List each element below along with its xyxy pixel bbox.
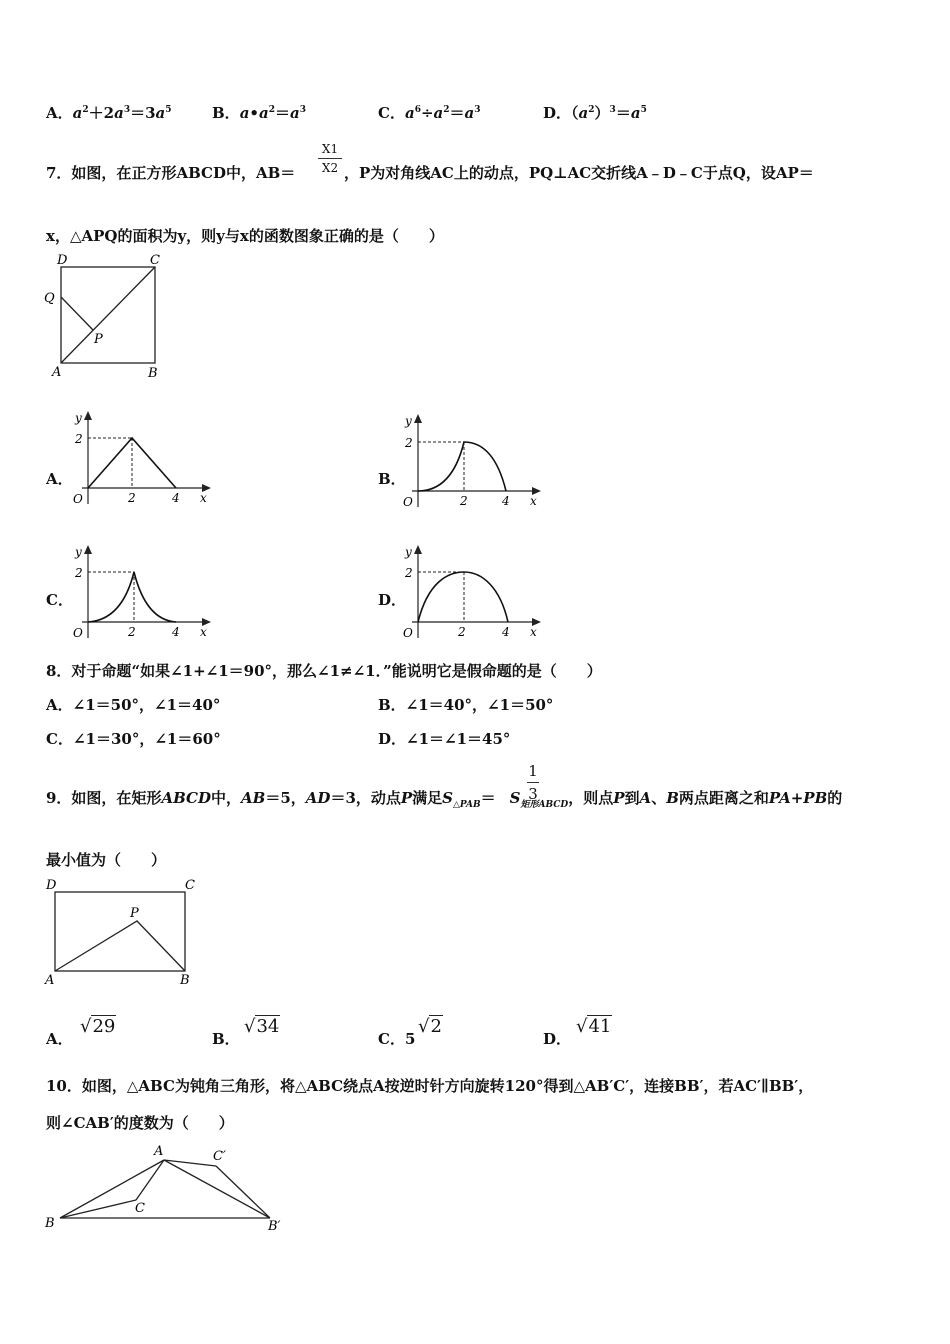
q7-stem-line1-pre: 7．如图，在正方形ABCD中，AB＝ [46,164,296,182]
q8-option-c: C．∠1＝30°，∠1＝60° [46,730,221,748]
curve [418,572,508,622]
q7-graph-c [68,542,218,647]
q7-square-figure [40,250,170,380]
svg-text:4: 4 [502,625,510,639]
svg-text:B′: B′ [268,1219,281,1234]
q9-option-c-label: C．5 [378,1030,416,1048]
segment-ca [136,1160,164,1200]
label-b: B [148,366,158,381]
q7-option-b-label: B． [378,470,406,488]
svg-text:D: D [46,878,57,893]
svg-text:2: 2 [75,566,83,580]
q7-fraction [318,142,342,175]
q9-stem-line2: 最小值为（ ） [46,851,167,869]
label-y: y [75,411,82,425]
q6-option-b: B．$a•a^2=a^3$ [212,104,307,122]
q7-option-c-label: C． [46,591,73,609]
label-d: D [57,253,68,268]
label-x4: 4 [172,491,180,505]
q7-option-a-label: A． [46,470,73,488]
svg-text:4: 4 [502,494,510,508]
axis-y-arrow [84,411,92,420]
svg-text:O: O [403,495,413,509]
q9-option-a-value: √29 [80,1016,116,1037]
svg-text:P: P [130,906,139,921]
svg-text:B: B [180,973,190,988]
q6-option-a: A．$a^2+2a^3=3a^5$ [46,104,172,122]
segment-pq [61,297,93,330]
q9-option-d-label: D． [543,1030,572,1048]
segment-ab2 [164,1160,270,1218]
diagonal-ac [61,267,155,363]
curve [88,572,176,622]
q7-graph-a [68,408,218,513]
svg-text:2: 2 [458,625,466,639]
q9-option-c-value: √2 [418,1016,442,1037]
q7-frac-num: X1 [321,142,339,156]
svg-text:A: A [45,973,55,988]
segment-bc [60,1200,136,1218]
label-a: A [52,365,62,380]
svg-text:O: O [73,626,83,640]
q9-option-b-value: √34 [244,1016,280,1037]
q7-graph-b [398,411,548,516]
q10-stem-line2: 则∠CAB′的度数为（ ） [46,1114,234,1132]
path-apb [55,921,185,971]
svg-text:C: C [185,878,195,893]
q9-option-b-label: B． [212,1030,240,1048]
q9-rectangle-figure [40,875,210,990]
q8-stem: 8．对于命题“如果∠1+∠1＝90°，那么∠1≠∠1．”能说明它是假命题的是（ ） [46,662,602,680]
q6-option-c: C．$a^6\div a^2=a^3$ [378,104,481,122]
q7-stem-line2: x，△APQ的面积为y，则y与x的函数图象正确的是（ ） [46,227,444,245]
q9-option-d-value: √41 [576,1016,612,1037]
q8-option-a: A．∠1＝50°，∠1＝40° [46,696,221,714]
svg-text:x: x [200,625,207,639]
svg-text:y: y [405,414,412,428]
svg-text:y: y [75,545,82,559]
q8-option-b: B．∠1＝40°，∠1＝50° [378,696,554,714]
svg-text:C′: C′ [213,1149,226,1164]
svg-text:2: 2 [405,566,413,580]
label-x2: 2 [128,491,136,505]
curve [418,442,506,491]
q7-option-d-label: D． [378,591,407,609]
segment-ac2 [164,1160,216,1166]
q10-triangle-figure [40,1140,300,1235]
q9-stem-line1: 9．如图，在矩形ABCD中，AB＝5，AD＝3，动点P满足$S_{\triangle PAB}= S_{矩形ABCD}$，则点P到A、B两点距离之和PA+PB的 [46,789,843,810]
svg-text:x: x [530,625,537,639]
svg-text:x: x [530,494,537,508]
svg-text:2: 2 [405,436,413,450]
svg-text:C: C [135,1201,145,1216]
q9-fraction: 1 3 [528,762,538,803]
svg-text:O: O [403,626,413,640]
q8-option-d: D．∠1＝∠1＝45° [378,730,511,748]
q7-frac-den: X2 [321,161,339,175]
q7-graph-d [398,542,548,647]
svg-text:B: B [45,1216,55,1231]
svg-text:y: y [405,545,412,559]
label-c: C [150,253,160,268]
segment-c2b2 [216,1166,270,1218]
label-q: Q [44,291,55,306]
q6-option-d: D．$(a^2)^3=a^5$ [543,104,647,122]
label-y2: 2 [75,432,83,446]
svg-text:4: 4 [172,625,180,639]
svg-text:A: A [154,1144,164,1159]
svg-text:2: 2 [460,494,468,508]
label-x: x [200,491,207,505]
q9-option-a-label: A． [46,1030,73,1048]
label-p: P [94,332,103,347]
q7-stem-line1-post: ，P为对角线AC上的动点，PQ⊥AC交折线A﹣D﹣C于点Q，设AP＝ [344,164,814,182]
segment-ba [60,1160,164,1218]
label-o: O [73,492,83,506]
svg-text:2: 2 [128,625,136,639]
q10-stem-line1: 10．如图，△ABC为钝角三角形，将△ABC绕点A按逆时针方向旋转120°得到△AB′C′，连接BB′，若AC′∥BB′， [46,1077,814,1095]
